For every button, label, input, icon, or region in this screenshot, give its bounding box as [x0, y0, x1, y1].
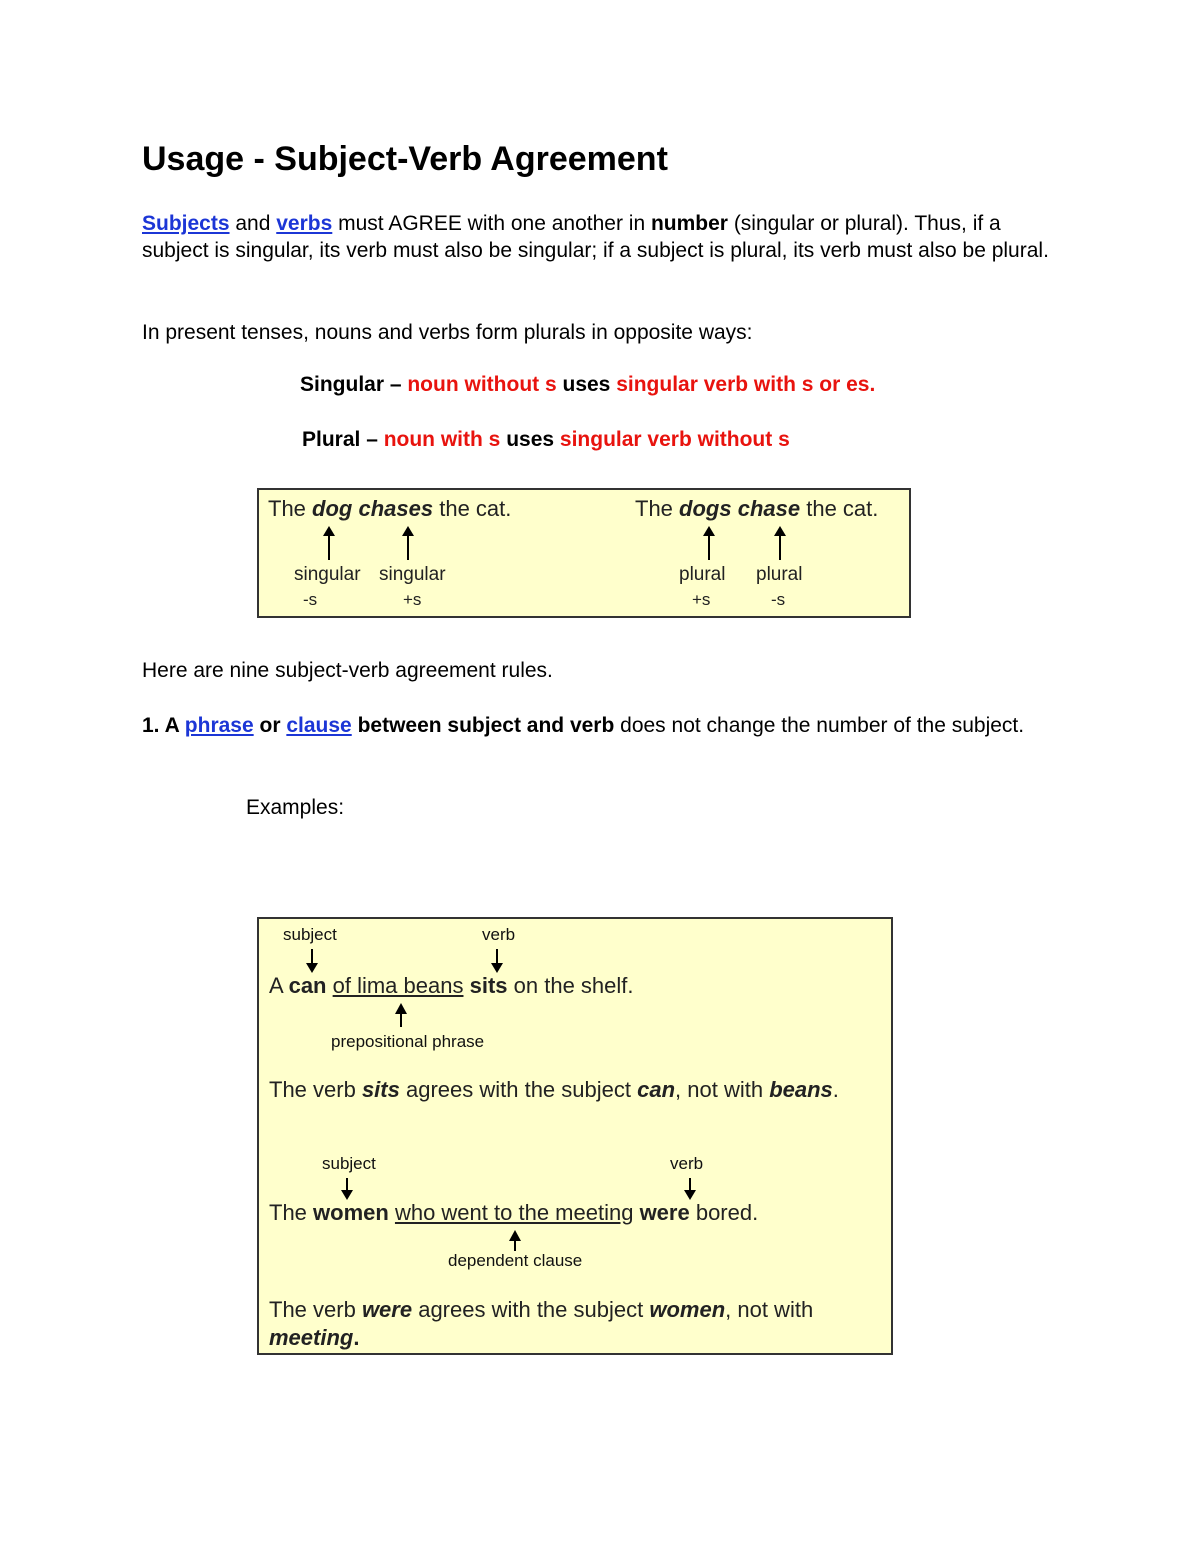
plural-label-1: plural [679, 564, 726, 585]
intro-paragraph: Subjects and verbs must AGREE with one another in number (singular or plural). Thus, if a subject is singular, its verb must also be singular; if a subject is plural, its verb must also be plural. [142, 212, 1049, 262]
rule-1: 1. A phrase or clause between subject and verb does not change the number of the subject. [142, 714, 1025, 737]
plus-s-mark: +s [403, 590, 422, 609]
up-arrow-icon [323, 526, 335, 536]
singular-rule: Singular – noun without s uses singular verb with s or es. [300, 373, 876, 396]
subject-label: subject [283, 925, 337, 944]
down-arrow-icon [306, 963, 318, 973]
verb-label: verb [482, 925, 516, 944]
prepositional-phrase-label: prepositional phrase [331, 1032, 485, 1051]
clause-link[interactable]: clause [286, 714, 352, 737]
box2-arrows [259, 919, 895, 1357]
page-title: Usage - Subject-Verb Agreement [142, 140, 668, 178]
minus-s-mark-plural: -s [771, 590, 786, 609]
singular-plural-example-box [257, 488, 911, 618]
up-arrow-icon [402, 526, 414, 536]
singular-label-1: singular [294, 564, 361, 585]
example-2-sentence: The women who went to the meeting were bored. [269, 1200, 759, 1225]
down-arrow-icon [684, 1190, 696, 1200]
verb-label-2: verb [670, 1154, 704, 1173]
nine-rules-text: Here are nine subject-verb agreement rules. [142, 659, 553, 682]
up-arrow-icon [703, 526, 715, 536]
up-arrow-icon [509, 1230, 521, 1241]
verbs-link[interactable]: verbs [276, 212, 333, 235]
subject-label-2: subject [322, 1154, 376, 1173]
plural-label-2: plural [756, 564, 803, 585]
singular-label-2: singular [379, 564, 446, 585]
example-1-sentence: A can of lima beans sits on the shelf. [269, 973, 634, 998]
minus-s-mark: -s [303, 590, 318, 609]
examples-label: Examples: [246, 796, 345, 819]
singular-example-sentence: The dog chases the cat. [268, 496, 512, 521]
present-tense-text: In present tenses, nouns and verbs form plurals in opposite ways: [142, 321, 753, 344]
example-1-explanation: The verb sits agrees with the subject can, not with beans. [269, 1077, 839, 1102]
plus-s-mark-plural: +s [692, 590, 711, 609]
box1-arrows [259, 490, 913, 620]
up-arrow-icon [395, 1003, 407, 1014]
down-arrow-icon [491, 963, 503, 973]
down-arrow-icon [341, 1190, 353, 1200]
example-2-explanation: The verb were agrees with the subject women, not with meeting. [269, 1297, 814, 1350]
dependent-clause-label: dependent clause [448, 1251, 583, 1270]
plural-rule: Plural – noun with s uses singular verb without s [302, 428, 790, 451]
subjects-link[interactable]: Subjects [142, 212, 230, 235]
plural-example-sentence: The dogs chase the cat. [635, 496, 879, 521]
rule-1-example-box [257, 917, 893, 1355]
up-arrow-icon [774, 526, 786, 536]
phrase-link[interactable]: phrase [184, 714, 254, 737]
